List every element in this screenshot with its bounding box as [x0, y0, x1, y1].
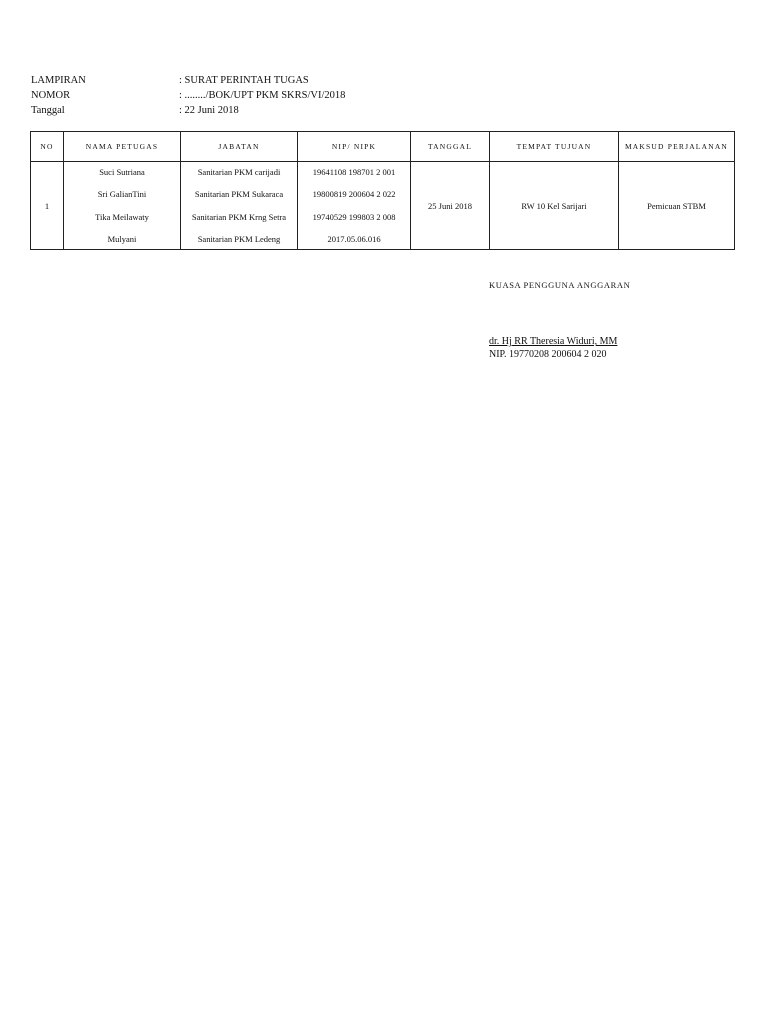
nomor-row — [31, 88, 451, 103]
task-table — [30, 131, 735, 250]
column-header-nama-petugas: NAMA PETUGAS — [64, 132, 181, 162]
cell-positions — [181, 162, 298, 250]
officer-name: Mulyani — [107, 233, 137, 244]
officer-name: Suci Sutriana — [99, 167, 145, 177]
signature-block — [489, 280, 729, 360]
nomor-value: : ......../BOK/UPT PKM SKRS/VI/2018 — [179, 90, 346, 101]
cell-names — [64, 162, 181, 250]
signatory-name: dr. Hj RR Theresia Widuri, MM — [489, 336, 618, 347]
lampiran-row — [31, 73, 451, 88]
officer-position: Sanitarian PKM Krng Setra — [191, 211, 287, 222]
column-header-jabatan: JABATAN — [181, 132, 298, 162]
signatory-role: KUASA PENGGUNA ANGGARAN — [489, 280, 631, 290]
officer-position: Sanitarian PKM carijadi — [197, 167, 281, 177]
lampiran-label: LAMPIRAN — [31, 75, 86, 86]
lampiran-value: : SURAT PERINTAH TUGAS — [179, 75, 309, 86]
signatory-nip: NIP. 19770208 200604 2 020 — [489, 349, 607, 360]
tanggal-value: : 22 Juni 2018 — [179, 105, 239, 116]
column-header-no: NO — [31, 132, 64, 162]
officer-nip: 19641108 198701 2 001 — [312, 167, 396, 177]
cell-destination: RW 10 Kel Sarijari — [490, 162, 619, 250]
officer-nip: 2017.05.06.016 — [327, 233, 381, 244]
column-header-maksud-perjalanan: MAKSUD PERJALANAN — [619, 132, 735, 162]
table-row — [31, 162, 735, 250]
column-header-nip: NIP/ NIPK — [298, 132, 411, 162]
cell-date: 25 Juni 2018 — [411, 162, 490, 250]
officer-nip: 19800819 200604 2 022 — [312, 189, 396, 200]
document-header — [31, 73, 451, 118]
column-header-tempat-tujuan: TEMPAT TUJUAN — [490, 132, 619, 162]
officer-nip: 19740529 199803 2 008 — [312, 211, 396, 222]
officer-name: Tika Meilawaty — [95, 211, 149, 222]
officer-position: Sanitarian PKM Ledeng — [197, 233, 281, 244]
column-header-tanggal: TANGGAL — [411, 132, 490, 162]
cell-no: 1 — [31, 162, 64, 250]
officer-position: Sanitarian PKM Sukaraca — [194, 189, 284, 200]
tanggal-label: Tanggal — [31, 105, 65, 116]
officer-name: Sri GalianTini — [97, 189, 147, 200]
table-header-row — [31, 132, 735, 162]
tanggal-row — [31, 103, 451, 118]
cell-purpose: Pemicuan STBM — [619, 162, 735, 250]
cell-nips — [298, 162, 411, 250]
nomor-label: NOMOR — [31, 90, 71, 101]
